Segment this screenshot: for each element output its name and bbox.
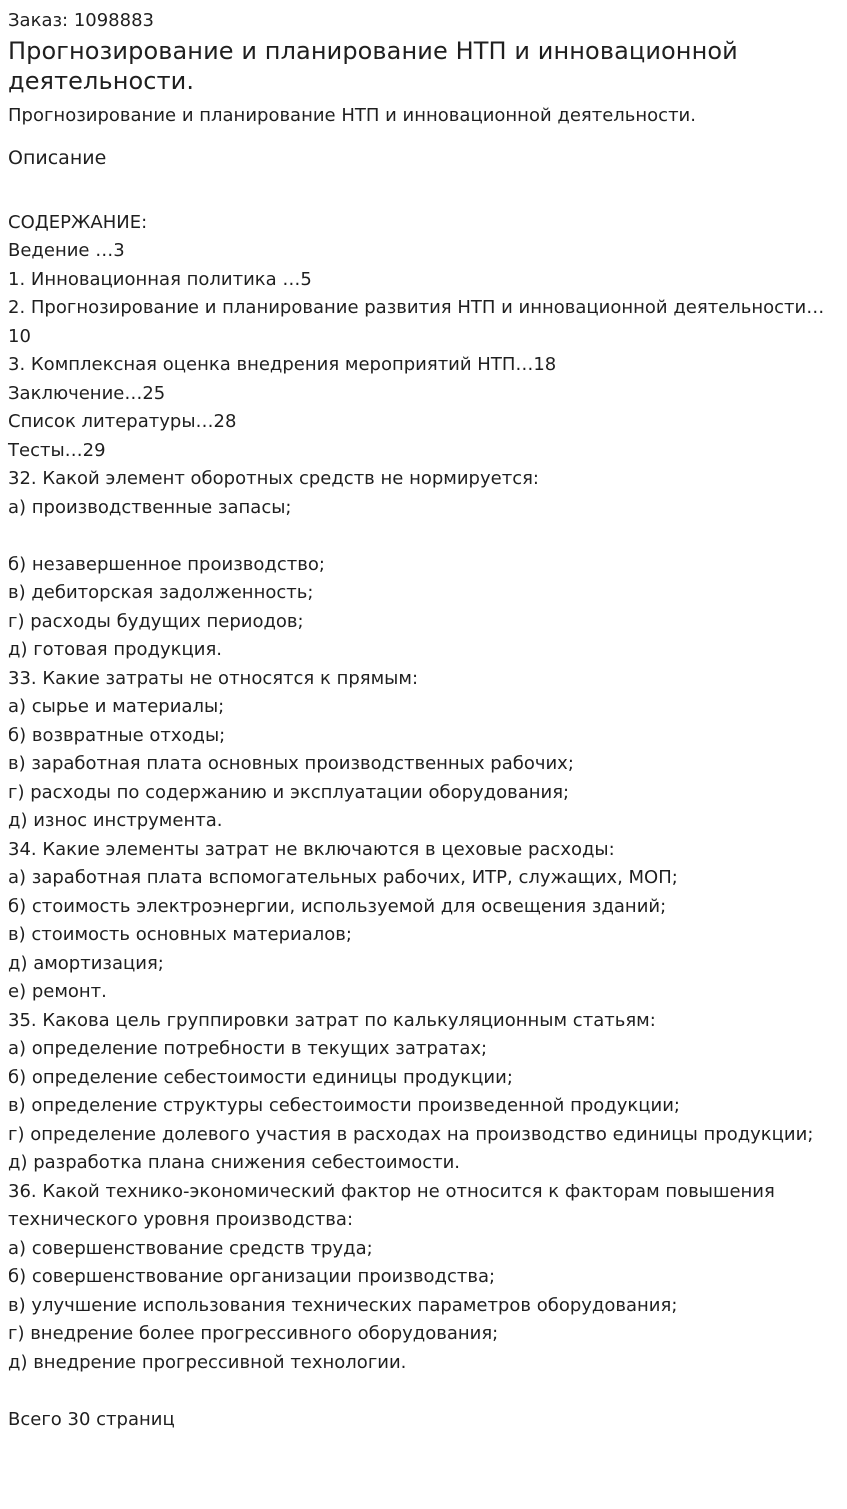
- text-line: а) сырье и материалы;: [8, 696, 225, 717]
- text-line: в) стоимость основных материалов;: [8, 924, 352, 945]
- page-title: Прогнозирование и планирование НТП и инновационной деятельности.: [8, 37, 738, 95]
- text-line: д) внедрение прогрессивной технологии.: [8, 1351, 407, 1373]
- text-line: Заключение…25: [8, 382, 166, 404]
- text-line: 34. Какие элементы затрат не включаются в цеховые расходы:: [8, 838, 615, 860]
- text-line: а) совершенствование средств труда;: [8, 1237, 373, 1259]
- text-line: 36. Какой технико-экономический фактор не относится к факторам повышения технического уровня производства:: [8, 1180, 775, 1230]
- description-label: Описание: [8, 147, 107, 169]
- text-line: 35. Какова цель группировки затрат по калькуляционным статьям:: [8, 1009, 656, 1031]
- blank-line: [8, 1377, 839, 1406]
- text-line: б) определение себестоимости единицы продукции;: [8, 1066, 513, 1088]
- text-line: а) производственные запасы;: [8, 496, 292, 518]
- text-line: д) разработка плана снижения себестоимости.: [8, 1152, 461, 1173]
- text-line: д) готовая продукция.: [8, 639, 223, 660]
- text-line: 1. Инновационная политика …5: [8, 268, 312, 290]
- text-line: б) стоимость электроэнергии, используемой для освещения зданий;: [8, 895, 667, 917]
- text-line: Список литературы…28: [8, 411, 237, 432]
- text-line: а) определение потребности в текущих затратах;: [8, 1038, 488, 1059]
- text-line: б) незавершенное производство;: [8, 553, 325, 575]
- order-number: Заказ: 1098883: [8, 10, 154, 31]
- text-line: Всего 30 страниц: [8, 1408, 175, 1430]
- text-line: в) улучшение использования технических параметров оборудования;: [8, 1294, 678, 1316]
- text-line: г) определение долевого участия в расходах на производство единицы продукции;: [8, 1123, 814, 1145]
- page-subtitle: Прогнозирование и планирование НТП и инновационной деятельности.: [8, 105, 696, 126]
- text-line: в) заработная плата основных производственных рабочих;: [8, 753, 574, 774]
- text-line: Ведение …3: [8, 240, 125, 261]
- text-line: д) амортизация;: [8, 952, 164, 974]
- text-line: г) внедрение более прогрессивного оборудования;: [8, 1323, 499, 1344]
- text-line: в) определение структуры себестоимости произведенной продукции;: [8, 1095, 680, 1116]
- text-line: в) дебиторская задолженность;: [8, 582, 314, 603]
- description-body: [8, 180, 839, 1434]
- text-line: 2. Прогнозирование и планирование развития НТП и инновационной деятельности…10: [8, 297, 825, 347]
- text-line: 33. Какие затраты не относятся к прямым:: [8, 667, 419, 689]
- text-line: 3. Комплексная оценка внедрения мероприятий НТП…18: [8, 354, 557, 375]
- text-line: е) ремонт.: [8, 981, 107, 1002]
- text-line: Тесты…29: [8, 439, 106, 461]
- text-line: СОДЕРЖАНИЕ:: [8, 211, 148, 233]
- text-line: д) износ инструмента.: [8, 810, 223, 831]
- blank-line: [8, 522, 839, 551]
- text-line: б) совершенствование организации производства;: [8, 1266, 496, 1287]
- text-line: б) возвратные отходы;: [8, 724, 226, 746]
- text-line: а) заработная плата вспомогательных рабочих, ИТР, служащих, МОП;: [8, 867, 678, 888]
- blank-line: [8, 180, 839, 209]
- text-line: г) расходы будущих периодов;: [8, 610, 304, 632]
- text-line: г) расходы по содержанию и эксплуатации оборудования;: [8, 781, 570, 803]
- text-line: 32. Какой элемент оборотных средств не нормируется:: [8, 468, 539, 489]
